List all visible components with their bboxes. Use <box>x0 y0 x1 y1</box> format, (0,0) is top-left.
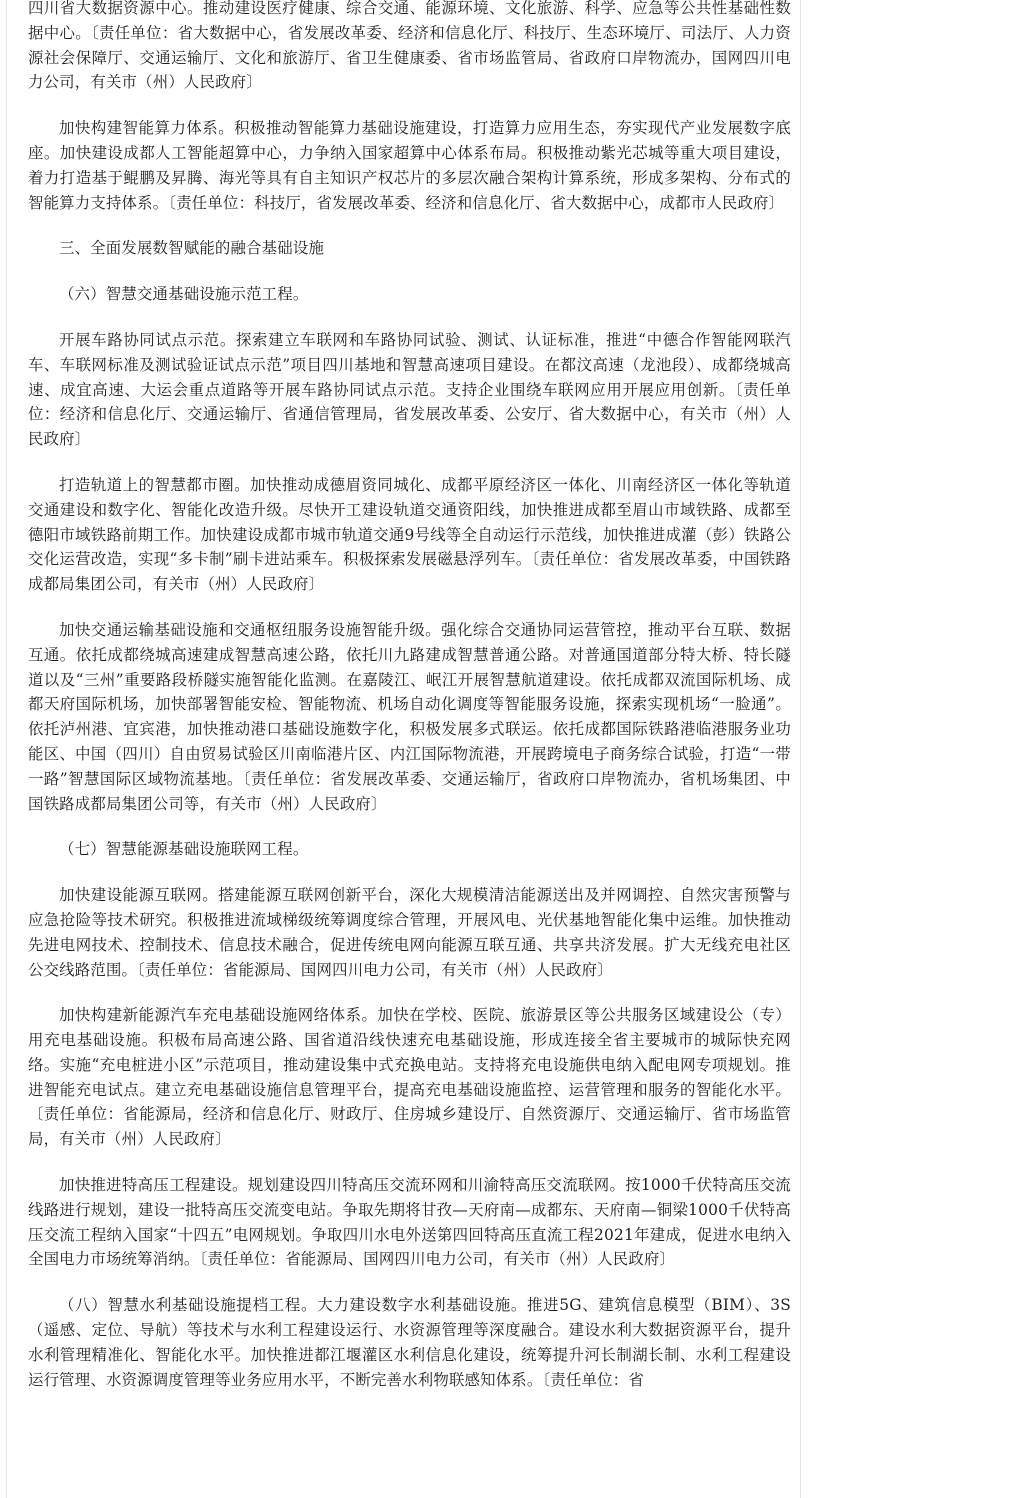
paragraph-ev-charging: 加快构建新能源汽车充电基础设施网络体系。加快在学校、医院、旅游景区等公共服务区域建设公（专）用充电基础设施。积极布局高速公路、国省道沿线快速充电基础设施，形成连接全省主要城市的城际快充网络。实施“充电桩进小区”示范项目，推动建设集中式充换电站。支持将充电设施供电纳入配电网专项规划。推进智能充电试点。建立充电基础设施信息管理平台，提高充电基础设施监控、运营管理和服务的智能化水平。〔责任单位：省能源局，经济和信息化厅、财政厅、住房城乡建设厅、自然资源厅、交通运输厅、省市场监管局，有关市（州）人民政府〕 <box>28 1006 791 1149</box>
paragraph-vehicle-road: 开展车路协同试点示范。探索建立车联网和车路协同试验、测试、认证标准，推进“中德合作智能网联汽车、车联网标准及测试验证试点示范”项目四川基地和智慧高速项目建设。在都汶高速（龙池段）、成都绕城高速、成宜高速、大运会重点道路等开展车路协同试点示范。支持企业围绕车联网应用开展应用创新。〔责任单位：经济和信息化厅、交通运输厅、省通信管理局，省发展改革委、公安厅、省大数据中心，有关市（州）人民政府〕 <box>28 330 791 449</box>
paragraph-rail-metro: 打造轨道上的智慧都市圈。加快推动成德眉资同城化、成都平原经济区一体化、川南经济区一体化等轨道交通建设和数字化、智能化改造升级。尽快开工建设轨道交通资阳线，加快推进成都至眉山市域铁路、成都至德阳市域铁路前期工作。加快建设成都市城市轨道交通9号线等全自动运行示范线，加快推进成灌（彭）铁路公交化运营改造，实现“多卡制”刷卡进站乘车。积极探索发展磁悬浮列车。〔责任单位：省发展改革委，中国铁路成都局集团公司，有关市（州）人民政府〕 <box>28 475 791 594</box>
paragraph-data-center: 四川省大数据资源中心。推动建设医疗健康、综合交通、能源环境、文化旅游、科学、应急等公共性基础性数据中心。〔责任单位：省大数据中心，省发展改革委、经济和信息化厅、科技厅、生态环境厅、司法厅、人力资源社会保障厅、交通运输厅、文化和旅游厅、省卫生健康委、省市场监管局、省政府口岸物流办，国网四川电力公司，有关市（州）人民政府〕 <box>28 0 791 92</box>
paragraph-computing-power: 加快构建智能算力体系。积极推动智能算力基础设施建设，打造算力应用生态，夯实现代产业发展数字底座。加快建设成都人工智能超算中心，力争纳入国家超算中心体系布局。积极推动紫光芯城等重大项目建设，着力打造基于鲲鹏及昇腾、海光等具有自主知识产权芯片的多层次融合架构计算系统，形成多架构、分布式的智能算力支持体系。〔责任单位：科技厅，省发展改革委、经济和信息化厅、省大数据中心，成都市人民政府〕 <box>28 119 791 212</box>
paragraph-water: （八）智慧水利基础设施提档工程。大力建设数字水利基础设施。推进5G、建筑信息模型（BIM）、3S（遥感、定位、导航）等技术与水利工程建设运行、水资源管理等深度融合。建设水利大数据资源平台，提升水利管理精准化、智能化水平。加快推进都江堰灌区水利信息化建设，统筹提升河长制湖长制、水利工程建设运行管理、水资源调度管理等业务应用水平，不断完善水利物联感知体系。〔责任单位：省 <box>28 1296 791 1389</box>
section-heading-infrastructure: 三、全面发展数智赋能的融合基础设施 <box>59 239 325 258</box>
paragraph-transport-hub: 加快交通运输基础设施和交通枢纽服务设施智能升级。强化综合交通协同运营管控，推动平台互联、数据互通。依托成都绕城高速建成智慧高速公路，依托川九路建成智慧普通公路。对普通国道部分特大桥、特长隧道以及“三州”重要路段桥隧实施智能化监测。在嘉陵江、岷江开展智慧航道建设。依托成都双流国际机场、成都天府国际机场，加快部署智能安检、智能物流、机场自动化调度等智能服务设施，探索实现机场“一脸通”。依托泸州港、宜宾港，加快推动港口基础设施数字化，积极发展多式联运。依托成都国际铁路港临港服务业功能区、中国（四川）自由贸易试验区川南临港片区、内江国际物流港，开展跨境电子商务综合试验，打造“一带一路”智慧国际区域物流基地。〔责任单位：省发展改革委、交通运输厅，省政府口岸物流办，省机场集团、中国铁路成都局集团公司等，有关市（州）人民政府〕 <box>28 620 791 813</box>
subsection-heading-energy: （七）智慧能源基础设施联网工程。 <box>59 840 309 859</box>
paragraph-uhv: 加快推进特高压工程建设。规划建设四川特高压交流环网和川渝特高压交流联网。按1000千伏特高压交流线路进行规划，建设一批特高压交流变电站。争取先期将甘孜—天府南—成都东、天府南—铜梁1000千伏特高压交流工程纳入国家“十四五”电网规划。争取四川水电外送第四回特高压直流工程2021年建成，促进水电纳入全国电力市场统筹消纳。〔责任单位：省能源局、国网四川电力公司，有关市（州）人民政府〕 <box>28 1176 791 1269</box>
paragraph-energy-internet: 加快建设能源互联网。搭建能源互联网创新平台，深化大规模清洁能源送出及并网调控、自然灾害预警与应急抢险等技术研究。积极推进流域梯级统筹调度综合管理，开展风电、光伏基地智能化集中运维。加快推动先进电网技术、控制技术、信息技术融合，促进传统电网向能源互联互通、共享共济发展。扩大无线充电社区公交线路范围。〔责任单位：省能源局、国网四川电力公司，有关市（州）人民政府〕 <box>28 886 791 979</box>
subsection-heading-transport: （六）智慧交通基础设施示范工程。 <box>59 285 309 304</box>
article-body <box>28 0 791 1413</box>
